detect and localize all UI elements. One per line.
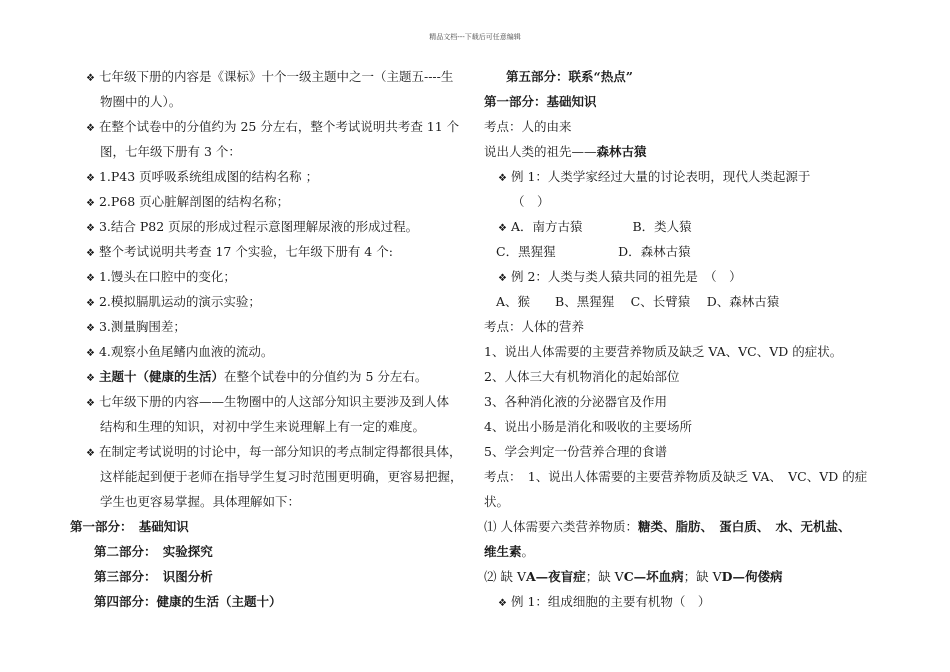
text-line: ❖ 在制定考试说明的讨论中，每一部分知识的考点制定得都很具体， [70, 439, 468, 464]
text-line: ❖ 4.观察小鱼尾鳍内血液的流动。 [70, 339, 468, 364]
text-fragment: ；缺 V [585, 569, 624, 584]
deficiency-a: A—夜盲症 [525, 569, 586, 584]
deficiency-c: C—坏血病 [623, 569, 684, 584]
text-line: ❖ 七年级下册的内容——生物圈中的人这部分知识主要涉及到人体 [70, 389, 468, 414]
theme-ten-label: 主题十（健康的生活） [98, 369, 224, 384]
text-line: 状。 [484, 494, 510, 509]
text-fragment: 说出人类的祖先—— [484, 144, 597, 159]
text-line [484, 564, 884, 589]
text-line [484, 139, 884, 164]
text-line: C．黑猩猩 D．森林古猿 [496, 244, 691, 259]
text-line: ❖ 3.测量胸围差； [70, 314, 468, 339]
text-line: 5、学会判定一份营养合理的食谱 [484, 444, 667, 459]
text-line: ❖ 例 1：组成细胞的主要有机物（ ） [484, 589, 884, 614]
section-heading: 第五部分：联系“热点” [506, 69, 633, 84]
text-line: ❖ 例 1：人类学家经过大量的讨论表明，现代人类起源于 [484, 164, 884, 189]
text-line: 3、各种消化液的分泌器官及作用 [484, 394, 667, 409]
text-fragment: 在整个试卷中的分值约为 5 分左右。 [223, 369, 428, 384]
text-line: A、猴 B、黑猩猩 C、长臂猿 D、森林古猿 [496, 294, 780, 309]
text-line: ❖ 2.模拟膈肌运动的演示实验； [70, 289, 468, 314]
section-heading: 第三部分： 识图分析 [94, 569, 213, 584]
text-line [484, 514, 884, 539]
text-fragment: ⑴ 人体需要六类营养物质： [484, 519, 638, 534]
text-line [484, 539, 884, 564]
text-fragment: ⑵ 缺 V [484, 569, 526, 584]
text-line: ❖ 整个考试说明共考查 17 个实验，七年级下册有 4 个: [70, 239, 468, 264]
text-line: 图，七年级下册有 3 个： [100, 144, 241, 159]
text-line: 4、说出小肠是消化和吸收的主要场所 [484, 419, 692, 434]
text-line: ❖ 在整个试卷中的分值约为 25 分左右，整个考试说明共考查 11 个 [70, 114, 468, 139]
right-column [484, 64, 884, 614]
text-line: ❖ A．南方古猿 B．类人猿 [484, 214, 884, 239]
section-heading: 第一部分： 基础知识 [70, 519, 189, 534]
section-heading: 第四部分：健康的生活（主题十） [94, 594, 282, 609]
text-line: 1、说出人体需要的主要营养物质及缺乏 VA、VC、VD 的症状。 [484, 344, 843, 359]
text-line: 考点：人的由来 [484, 119, 572, 134]
text-line: 考点：人体的营养 [484, 319, 585, 334]
text-line: ❖ 1.P43 页呼吸系统组成图的结构名称 ； [70, 164, 468, 189]
text-fragment: ；缺 V [683, 569, 722, 584]
text-line: 结构和生理的知识，对初中学生来说理解上有一定的难度。 [100, 419, 426, 434]
answer-emphasis: 森林古猿 [596, 144, 647, 159]
text-line: ❖ 例 2：人类与类人猿共同的祖先是 （ ） [484, 264, 884, 289]
page-header: 精品文档---下载后可任意编辑 [429, 33, 521, 41]
text-line: ❖ 七年级下册的内容是《课标》十个一级主题中之一（主题五----生 [70, 64, 468, 89]
text-line: （ ） [512, 194, 550, 209]
nutrient-list: 维生素 [484, 544, 522, 559]
text-line: ❖ 3.结合 P82 页尿的形成过程示意图理解尿液的形成过程。 [70, 214, 468, 239]
text-line: 2、人体三大有机物消化的起始部位 [484, 369, 680, 384]
section-heading: 第一部分：基础知识 [484, 94, 597, 109]
section-heading: 第二部分： 实验探究 [94, 544, 213, 559]
deficiency-d: D—佝偻病 [721, 569, 783, 584]
text-line: 物圈中的人）。 [100, 94, 182, 109]
text-line: 考点： 1、说出人体需要的主要营养物质及缺乏 VA、 VC、VD 的症 [484, 469, 868, 484]
text-line: ❖ 2.P68 页心脏解剖图的结构名称； [70, 189, 468, 214]
text-line: 学生也更容易掌握。具体理解如下： [100, 494, 301, 509]
nutrient-list: 糖类、脂肪、 蛋白质、 水、无机盐、 [637, 519, 851, 534]
text-line: 这样能起到便于老师在指导学生复习时范围更明确，更容易把握， [100, 469, 463, 484]
text-line [70, 364, 468, 389]
text-line: ❖ 1.馒头在口腔中的变化； [70, 264, 468, 289]
left-column [70, 64, 468, 614]
text-fragment: 。 [521, 544, 535, 559]
